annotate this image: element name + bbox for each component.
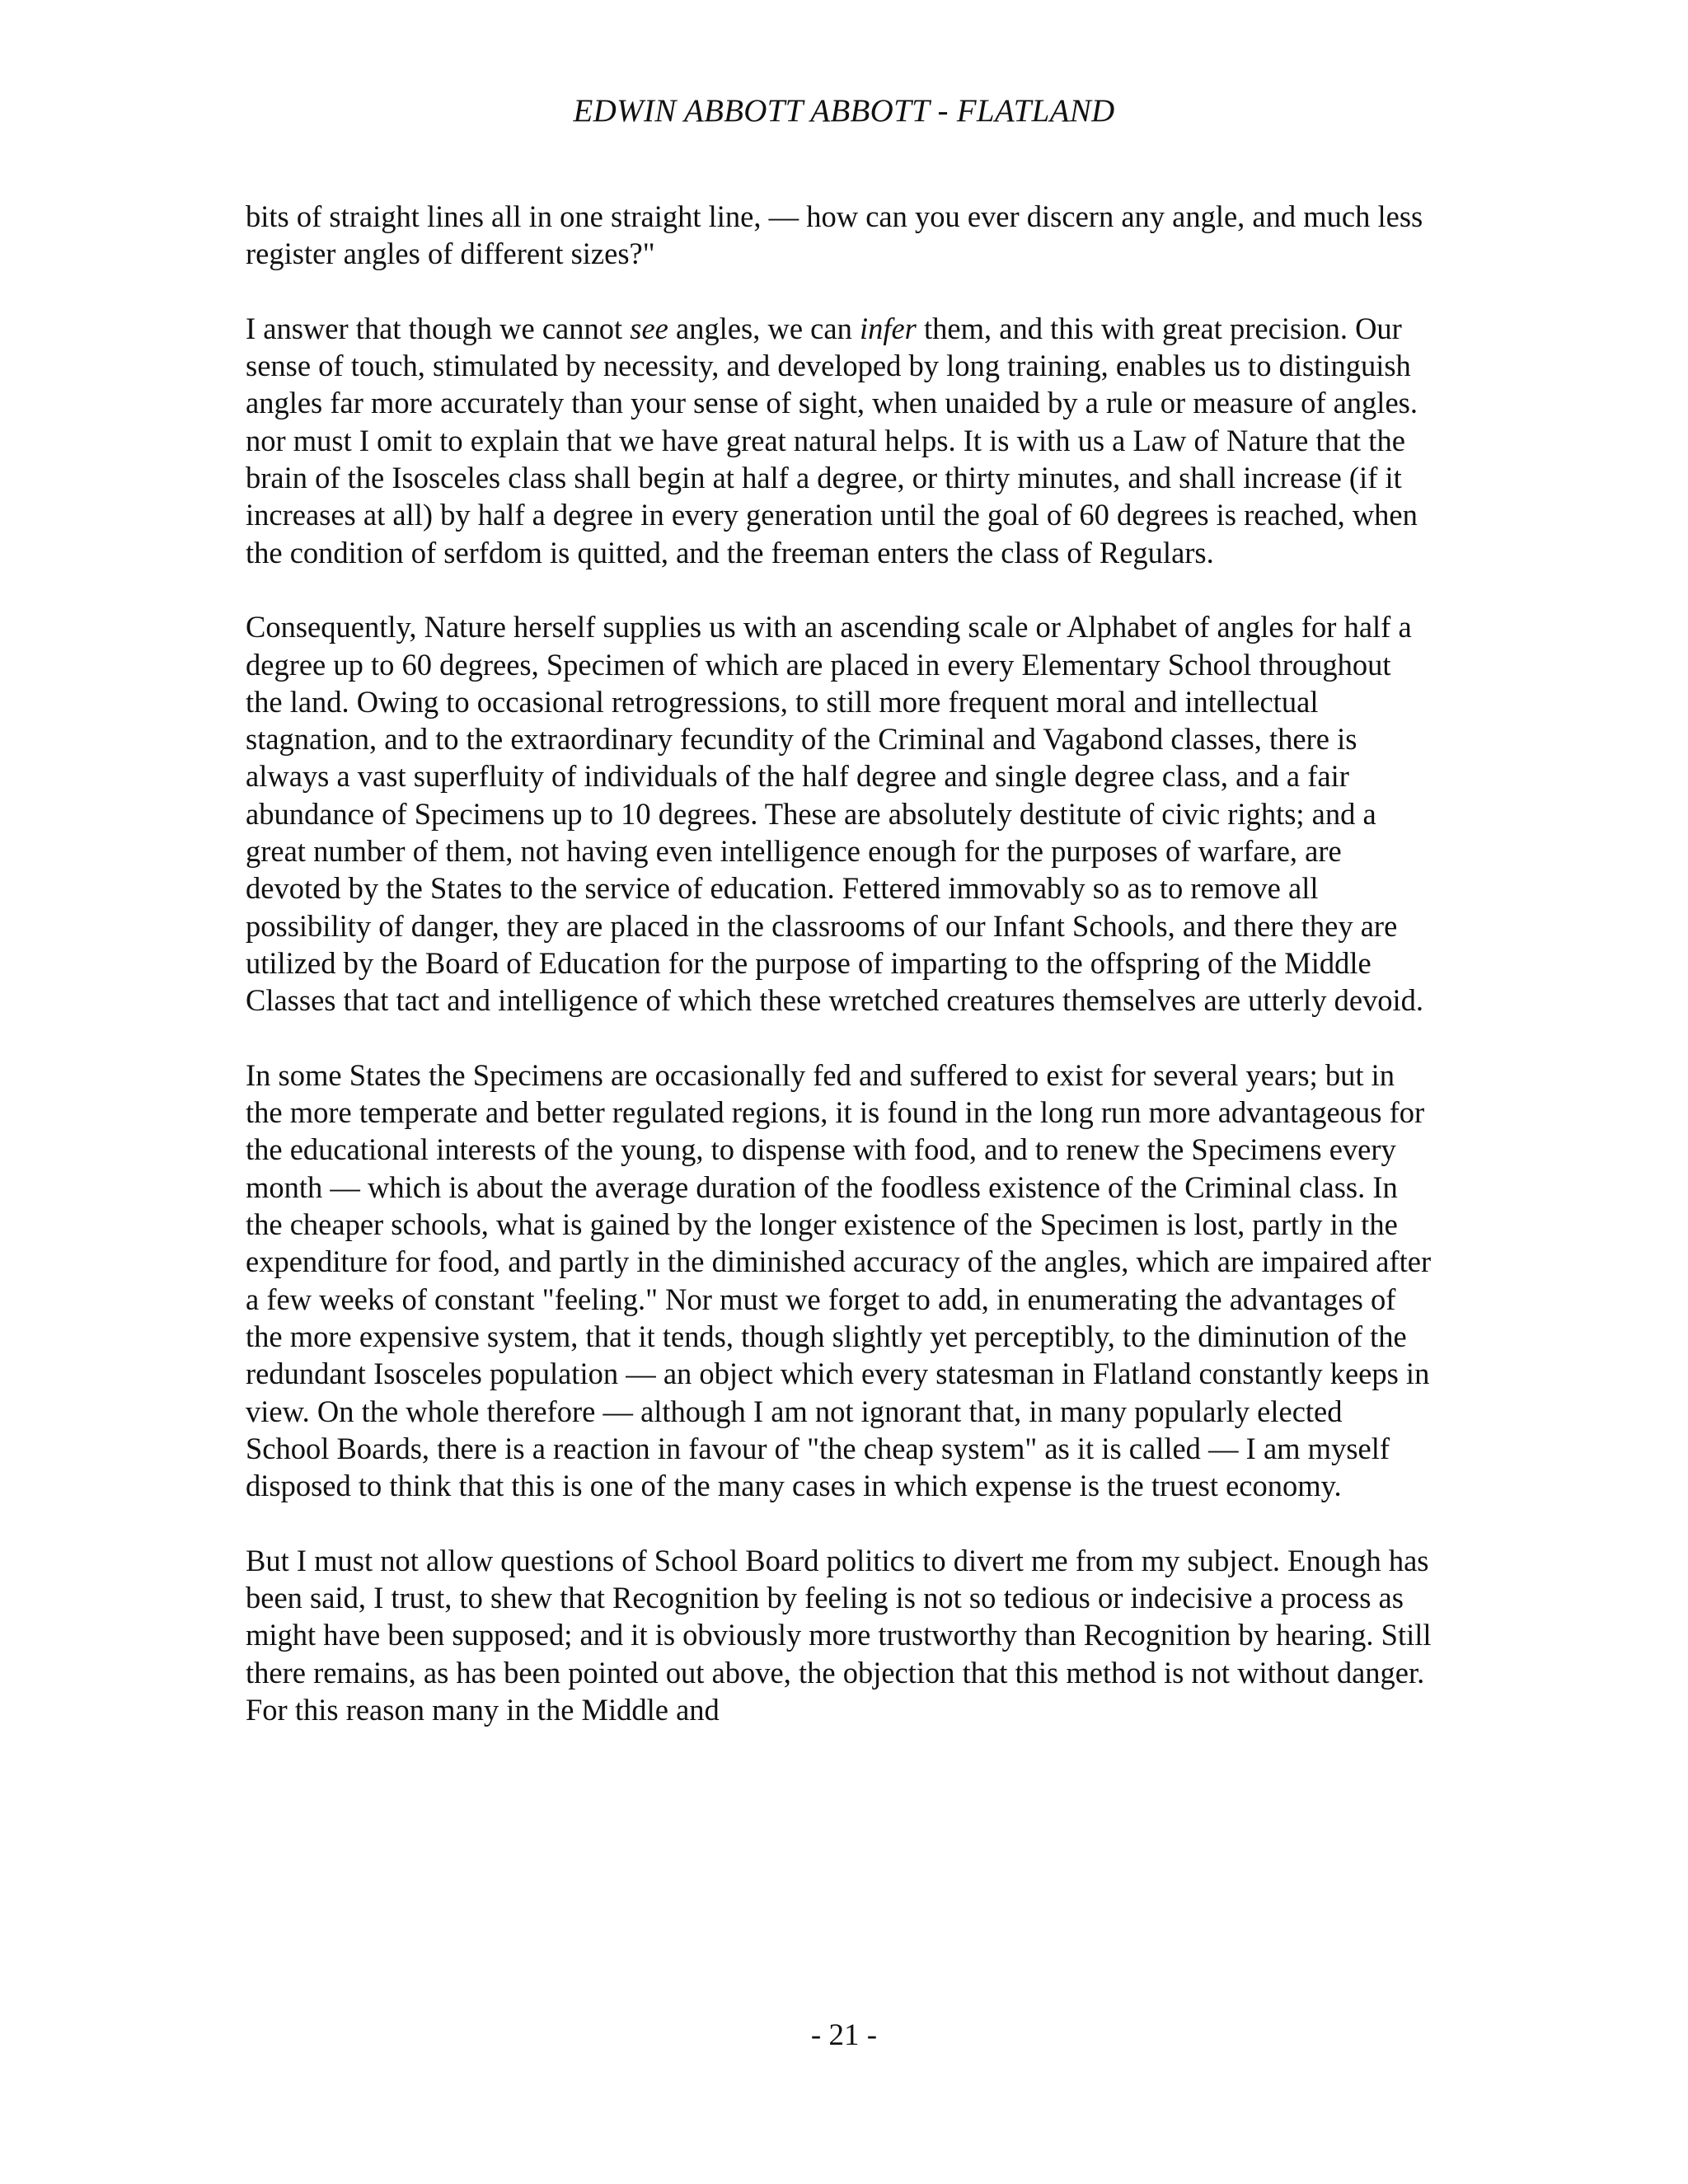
paragraph-5: But I must not allow questions of School Board politics to divert me from my subject. Enough has been said, I trust, to shew that Recognition by feeling is not so tedious or indecisive a process as might have been supposed; and it is obviously more trustworthy than Recognition by hearing. Still there remains, as has been pointed out above, the objection that this method is not without danger. For this reason many in the Middle and [246, 1543, 1432, 1727]
paragraph-4: In some States the Specimens are occasionally fed and suffered to exist for several years; but in the more temperate and better regulated regions, it is found in the long run more advantageous for the educational interests of the young, to dispense with food, and to renew the Specimens every month — which is about the average duration of the foodless existence of the Criminal class. In the cheaper schools, what is gained by the longer existence of the Specimen is lost, partly in the expenditure for food, and partly in the diminished accuracy of the angles, which are impaired after a few weeks of constant "feeling." Nor must we forget to add, in enumerating the advantages of the more expensive system, that it tends, though slightly yet perceptibly, to the diminution of the redundant Isosceles population — an object which every statesman in Flatland constantly keeps in view. On the whole therefore — although I am not ignorant that, in many popularly elected School Boards, there is a reaction in favour of "the cheap system" as it is called — I am myself disposed to think that this is one of the many cases in which expense is the truest economy. [246, 1057, 1432, 1503]
emphasis-see: see [630, 311, 668, 345]
running-header: EDWIN ABBOTT ABBOTT - FLATLAND [573, 93, 1115, 129]
paragraph-1: bits of straight lines all in one straight line, — how can you ever discern any angle, and much less register angles of different sizes?" [246, 199, 1423, 271]
paragraph-2-text-a: I answer that though we cannot [246, 311, 631, 345]
paragraph-3: Consequently, Nature herself supplies us with an ascending scale or Alphabet of angles for half a degree up to 60 degrees, Specimen of which are placed in every Elementary School throughout the land. Owing to occasional retrogressions, to still more frequent moral and intellectual stagnation, and to the extraordinary fecundity of the Criminal and Vagabond classes, there is always a vast superfluity of individuals of the half degree and single degree class, and a fair abundance of Specimens up to 10 degrees. These are absolutely destitute of civic rights; and a great number of them, not having even intelligence enough for the purposes of warfare, are devoted by the States to the service of education. Fettered immovably so as to remove all possibility of danger, they are placed in the classrooms of our Infant Schools, and there they are utilized by the Board of Education for the purpose of imparting to the offspring of the Middle Classes that tact and intelligence of which these wretched creatures themselves are utterly devoid. [246, 610, 1424, 1018]
paragraph-2-text-b: angles, we can [668, 311, 860, 345]
page-number: - 21 - [810, 2018, 878, 2052]
paragraph-2 [246, 310, 1432, 571]
paragraph-2-text-c: them, and this with great precision. Our sense of touch, stimulated by necessity, and developed by long training, enables us to distinguish angles far more accurately than your sense of sight, when unaided by a rule or measure of angles. nor must I omit to explain that we have great natural helps. It is with us a Law of Nature that the brain of the Isosceles class shall begin at half a degree, or thirty minutes, and shall increase (if it increases at all) by half a degree in every generation until the goal of 60 degrees is reached, when the condition of serfdom is quitted, and the freeman enters the class of Regulars. [246, 311, 1418, 569]
emphasis-infer: infer [859, 311, 917, 345]
body-text [246, 198, 1432, 1728]
